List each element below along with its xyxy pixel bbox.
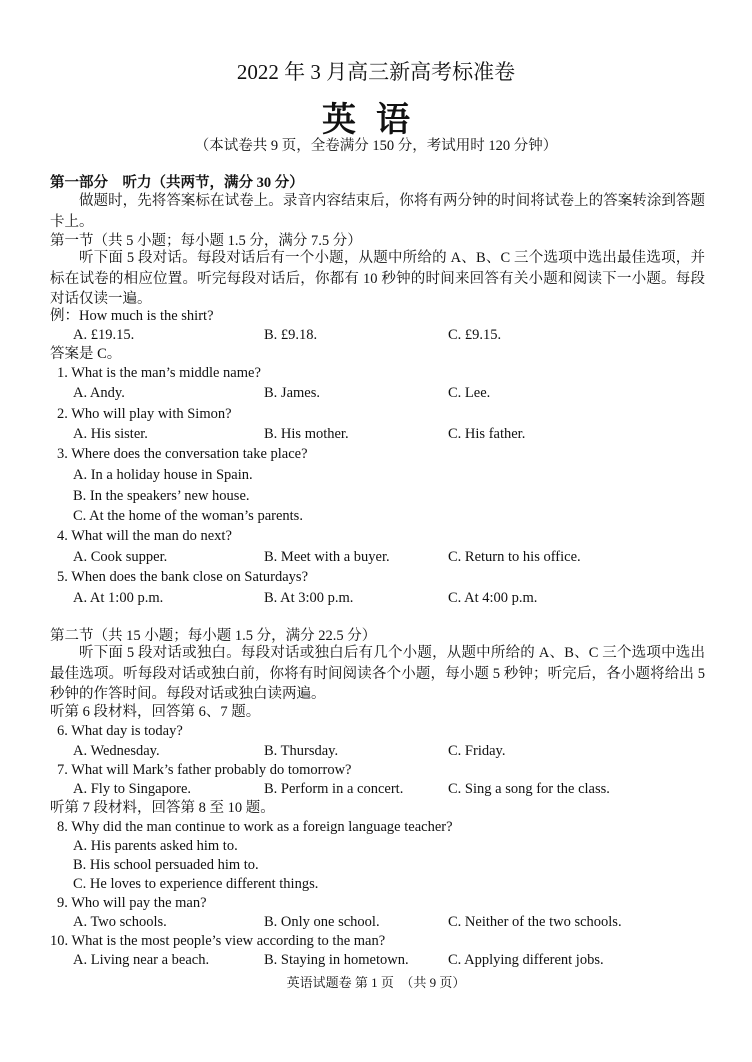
q4-option-c: C. Return to his office.: [448, 549, 581, 565]
q5-option-a: A. At 1:00 p.m.: [73, 590, 164, 606]
q1-option-c: C. Lee.: [448, 385, 491, 401]
question-3: 3. Where does the conversation take place?: [57, 446, 308, 462]
question-4: 4. What will the man do next?: [57, 528, 232, 544]
question-9: 9. Who will pay the man?: [57, 895, 207, 911]
q5-option-c: C. At 4:00 p.m.: [448, 590, 538, 606]
q5-option-b: B. At 3:00 p.m.: [264, 590, 354, 606]
question-2: 2. Who will play with Simon?: [57, 406, 232, 422]
example-option-a: A. £19.15.: [73, 327, 135, 343]
question-5: 5. When does the bank close on Saturdays?: [57, 569, 309, 585]
part1-instruction: 做题时，先将答案标在试卷上。录音内容结束后，你将有两分钟的时间将试卷上的答案转涂到答题卡上。: [50, 193, 705, 230]
question-8: 8. Why did the man continue to work as a foreign language teacher?: [57, 819, 453, 835]
q3-option-b: B. In the speakers’ new house.: [73, 488, 250, 504]
q7-option-a: A. Fly to Singapore.: [73, 781, 192, 797]
q9-option-a: A. Two schools.: [73, 914, 167, 930]
q2-option-a: A. His sister.: [73, 426, 148, 442]
question-10: 10. What is the most people’s view according to the man?: [50, 933, 386, 949]
example-option-b: B. £9.18.: [264, 327, 318, 343]
exam-info: （本试卷共 9 页，全卷满分 150 分，考试用时 120 分钟）: [194, 138, 558, 154]
q10-option-a: A. Living near a beach.: [73, 952, 210, 968]
material-6-instruction: 听第 6 段材料，回答第 6、7 题。: [50, 704, 261, 720]
q8-option-b: B. His school persuaded him to.: [73, 857, 259, 873]
section2-instruction: 听下面 5 段对话或独白。每段对话或独白后有几个小题，从题中所给的 A、B、C 三个选项中选出最佳选项。听每段对话或独白前，你将有时间阅读各个小题，每小题 5 秒钟；听完后，各小题将给出 5 秒钟的作答时间。每段对话或独白读两遍。: [50, 645, 705, 702]
q6-option-a: A. Wednesday.: [73, 743, 160, 759]
section1-instruction: 听下面 5 段对话。每段对话后有一个小题，从题中所给的 A、B、C 三个选项中选出最佳选项，并标在试卷的相应位置。听完每段对话后，你都有 10 秒钟的时间来回答有关小题和阅读下一小题。每段对话仅读一遍。: [50, 250, 705, 307]
q8-option-a: A. His parents asked him to.: [73, 838, 238, 854]
section2-heading: 第二节（共 15 小题；每小题 1.5 分，满分 22.5 分）: [50, 628, 377, 644]
q6-option-b: B. Thursday.: [264, 743, 339, 759]
section1-heading: 第一节（共 5 小题；每小题 1.5 分，满分 7.5 分）: [50, 233, 362, 249]
example-answer: 答案是 C。: [50, 346, 122, 362]
q10-option-b: B. Staying in hometown.: [264, 952, 409, 968]
q4-option-b: B. Meet with a buyer.: [264, 549, 390, 565]
q4-option-a: A. Cook supper.: [73, 549, 168, 565]
question-1: 1. What is the man’s middle name?: [57, 365, 261, 381]
exam-title: 2022 年 3 月高三新高考标准卷: [236, 60, 516, 84]
q7-option-b: B. Perform in a concert.: [264, 781, 404, 797]
question-6: 6. What day is today?: [57, 723, 183, 739]
q10-option-c: C. Applying different jobs.: [448, 952, 604, 968]
q3-option-a: A. In a holiday house in Spain.: [73, 467, 253, 483]
q6-option-c: C. Friday.: [448, 743, 506, 759]
page-footer: 英语试题卷 第 1 页 （共 9 页）: [286, 975, 466, 990]
q2-option-c: C. His father.: [448, 426, 526, 442]
q9-option-b: B. Only one school.: [264, 914, 380, 930]
q8-option-c: C. He loves to experience different things.: [73, 876, 319, 892]
example-question: 例：How much is the shirt?: [50, 308, 214, 324]
q9-option-c: C. Neither of the two schools.: [448, 914, 622, 930]
q7-option-c: C. Sing a song for the class.: [448, 781, 610, 797]
q2-option-b: B. His mother.: [264, 426, 349, 442]
material-7-instruction: 听第 7 段材料，回答第 8 至 10 题。: [50, 800, 275, 816]
part1-heading: 第一部分 听力（共两节，满分 30 分）: [50, 175, 304, 191]
q1-option-b: B. James.: [264, 385, 320, 401]
question-7: 7. What will Mark’s father probably do tomorrow?: [57, 762, 352, 778]
subject-title: 英语: [322, 102, 430, 139]
q1-option-a: A. Andy.: [73, 385, 125, 401]
q3-option-c: C. At the home of the woman’s parents.: [73, 508, 303, 524]
example-option-c: C. £9.15.: [448, 327, 502, 343]
